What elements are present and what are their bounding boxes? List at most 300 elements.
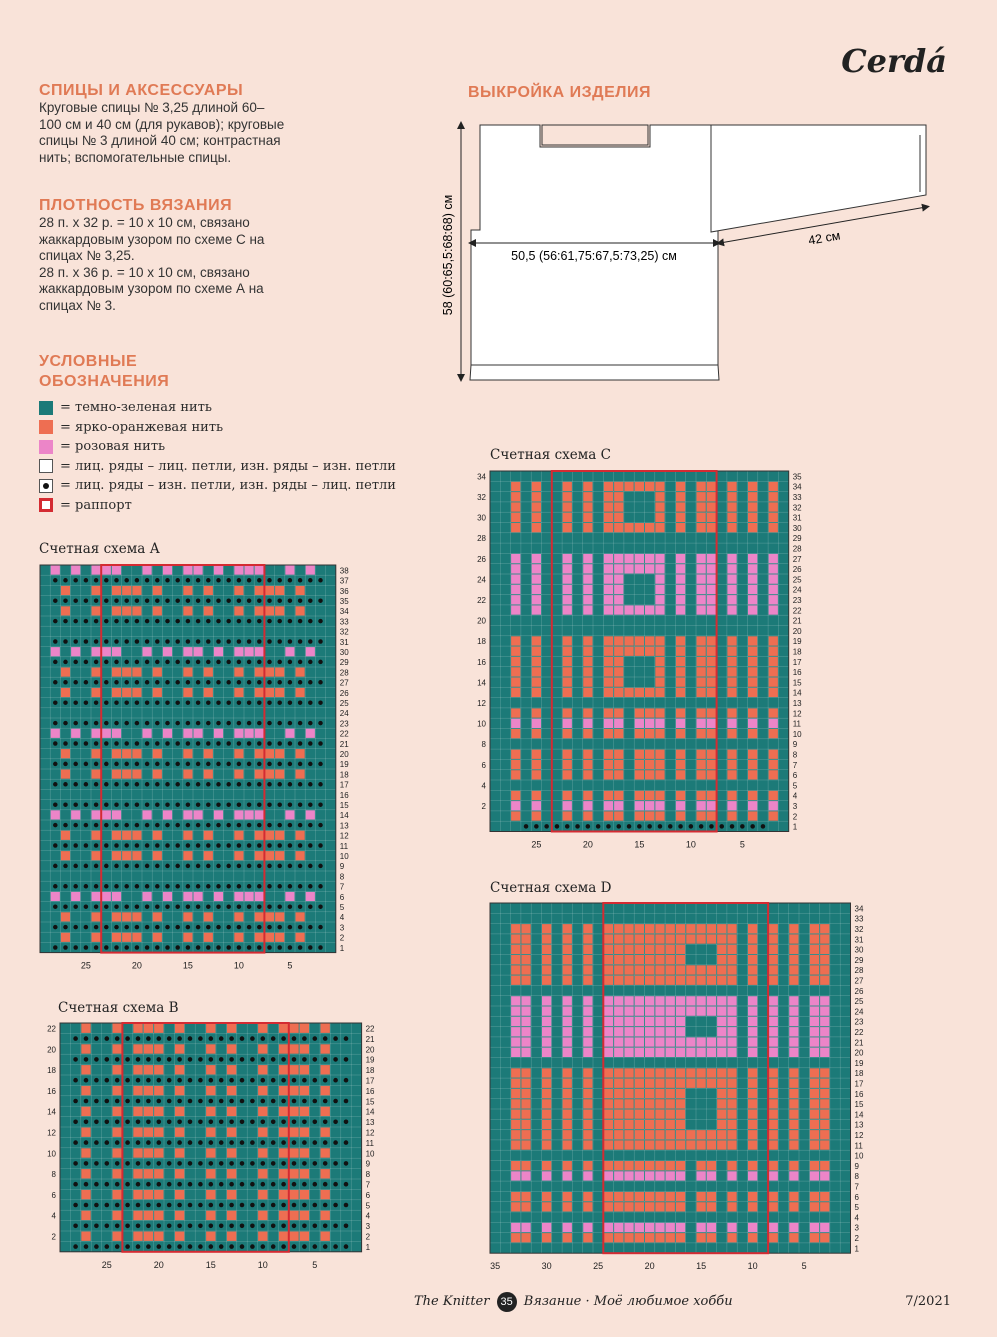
stitch-cell: [614, 647, 623, 656]
row-label-left: 4: [51, 1211, 56, 1221]
stitch-cell: [81, 1148, 90, 1157]
purl-dot: [206, 680, 210, 684]
stitch-cell: [604, 647, 613, 656]
stitch-cell: [707, 1068, 716, 1077]
purl-dot: [302, 1078, 307, 1083]
stitch-cell: [707, 678, 716, 687]
purl-dot: [196, 843, 200, 847]
stitch-cell: [511, 1048, 520, 1057]
row-label-left: 2: [481, 802, 486, 812]
chart-cells: [490, 471, 789, 832]
purl-dot: [261, 1224, 266, 1229]
stitch-cell: [707, 575, 716, 584]
stitch-cell: [583, 688, 592, 697]
stitch-cell: [707, 1079, 716, 1088]
stitch-cell: [285, 892, 294, 901]
stitch-cell: [686, 1007, 695, 1016]
row-label-left: 28: [477, 534, 486, 544]
purl-dot: [177, 1161, 182, 1166]
stitch-cell: [521, 1048, 530, 1057]
stitch-cell: [604, 688, 613, 697]
purl-dot: [318, 945, 322, 949]
stitch-cell: [748, 502, 757, 511]
purl-dot: [216, 782, 220, 786]
purl-dot: [277, 578, 281, 582]
purl-dot: [271, 1099, 276, 1104]
row-label: 9: [339, 862, 345, 872]
purl-dot: [186, 884, 190, 888]
stitch-cell: [511, 667, 520, 676]
stitch-cell: [563, 801, 572, 810]
stitch-cell: [563, 1130, 572, 1139]
stitch-cell: [655, 482, 664, 491]
purl-dot: [84, 782, 88, 786]
purl-dot: [323, 1078, 328, 1083]
stitch-cell: [245, 566, 254, 575]
stitch-cell: [604, 1099, 613, 1108]
stitch-cell: [583, 965, 592, 974]
row-label-left: 14: [477, 678, 486, 688]
stitch-cell: [71, 647, 80, 656]
purl-dot: [229, 1036, 234, 1041]
row-label: 12: [365, 1128, 375, 1138]
purl-dot: [196, 700, 200, 704]
stitch-cell: [204, 668, 213, 677]
stitch-cell: [789, 996, 798, 1005]
stitch-cell: [655, 554, 664, 563]
stitch-cell: [727, 996, 736, 1005]
stitch-cell: [655, 523, 664, 532]
stitch-cell: [542, 1202, 551, 1211]
purl-dot: [302, 1224, 307, 1229]
purl-dot: [226, 598, 230, 602]
purl-dot: [323, 1140, 328, 1145]
purl-dot: [298, 598, 302, 602]
purl-dot: [750, 824, 755, 829]
purl-dot: [237, 741, 241, 745]
row-label: 28: [792, 544, 802, 554]
purl-dot: [288, 700, 292, 704]
purl-dot: [313, 1244, 318, 1249]
purl-dot: [136, 1099, 141, 1104]
stitch-cell: [635, 1007, 644, 1016]
stitch-cell: [707, 811, 716, 820]
stitch-cell: [655, 934, 664, 943]
purl-dot: [186, 700, 190, 704]
stitch-cell: [655, 1099, 664, 1108]
stitch-cell: [511, 523, 520, 532]
stitch-cell: [645, 1223, 654, 1232]
stitch-cell: [666, 1233, 675, 1242]
purl-dot: [198, 1203, 203, 1208]
row-label: 34: [792, 482, 802, 492]
purl-dot: [94, 904, 98, 908]
purl-dot: [124, 721, 128, 725]
stitch-cell: [655, 708, 664, 717]
purl-dot: [136, 1057, 141, 1062]
stitch-cell: [686, 934, 695, 943]
stitch-cell: [614, 708, 623, 717]
stitch-cell: [81, 1169, 90, 1178]
row-label: 5: [339, 902, 345, 912]
purl-dot: [177, 1036, 182, 1041]
stitch-cell: [727, 770, 736, 779]
stitch-cell: [676, 595, 685, 604]
purl-dot: [157, 1120, 162, 1125]
purl-dot: [84, 619, 88, 623]
purl-dot: [216, 864, 220, 868]
stitch-cell: [604, 678, 613, 687]
purl-dot: [94, 619, 98, 623]
purl-dot: [216, 680, 220, 684]
stitch-cell: [624, 554, 633, 563]
purl-dot: [196, 578, 200, 582]
stitch-cell: [144, 1232, 153, 1241]
purl-dot: [136, 1224, 141, 1229]
row-label: 11: [339, 841, 349, 851]
stitch-cell: [258, 1211, 267, 1220]
stitch-cell: [614, 605, 623, 614]
purl-dot: [226, 864, 230, 868]
stitch-cell: [717, 945, 726, 954]
purl-dot: [146, 1099, 151, 1104]
stitch-cell: [234, 912, 243, 921]
stitch-cell: [635, 719, 644, 728]
stitch-cell: [727, 678, 736, 687]
stitch-cell: [92, 647, 101, 656]
purl-dot: [155, 762, 159, 766]
purl-dot: [333, 1182, 338, 1187]
purl-dot: [761, 824, 766, 829]
stitch-cell: [132, 770, 141, 779]
stitch-cell: [265, 912, 274, 921]
purl-dot: [63, 823, 67, 827]
column-label: 35: [490, 1261, 501, 1272]
stitch-cell: [113, 1190, 122, 1199]
stitch-cell: [183, 586, 192, 595]
purl-dot: [165, 721, 169, 725]
stitch-cell: [655, 1161, 664, 1170]
purl-dot: [114, 680, 118, 684]
stitch-cell: [296, 912, 305, 921]
stitch-cell: [645, 1110, 654, 1119]
stitch-cell: [676, 1007, 685, 1016]
stitch-cell: [614, 924, 623, 933]
stitch-cell: [521, 1202, 530, 1211]
stitch-cell: [532, 482, 541, 491]
row-label: 21: [339, 739, 349, 749]
purl-dot: [318, 884, 322, 888]
stitch-cell: [204, 606, 213, 615]
row-label: 8: [854, 1172, 859, 1182]
dot-square-icon: [39, 479, 53, 493]
stitch-cell: [279, 1086, 288, 1095]
purl-dot: [281, 1099, 286, 1104]
stitch-cell: [727, 708, 736, 717]
purl-dot: [84, 1203, 89, 1208]
stitch-cell: [748, 965, 757, 974]
purl-dot: [165, 864, 169, 868]
stitch-cell: [296, 668, 305, 677]
purl-dot: [219, 1120, 224, 1125]
purl-dot: [135, 639, 139, 643]
row-label: 4: [365, 1211, 371, 1221]
stitch-cell: [183, 729, 192, 738]
row-label: 36: [339, 586, 349, 596]
stitch-cell: [289, 1065, 298, 1074]
stitch-cell: [532, 605, 541, 614]
stitch-cell: [81, 1044, 90, 1053]
purl-dot: [229, 1057, 234, 1062]
row-label: 23: [339, 719, 349, 729]
purl-dot: [84, 660, 88, 664]
stitch-cell: [175, 1190, 184, 1199]
stitch-cell: [61, 606, 70, 615]
stitch-cell: [707, 636, 716, 645]
stitch-cell: [686, 996, 695, 1005]
stitch-cell: [635, 1161, 644, 1170]
stitch-cell: [511, 482, 520, 491]
stitch-cell: [51, 647, 60, 656]
stitch-cell: [655, 513, 664, 522]
stitch-cell: [511, 719, 520, 728]
stitch-cell: [697, 770, 706, 779]
stitch-cell: [604, 708, 613, 717]
stitch-cell: [234, 749, 243, 758]
stitch-cell: [676, 513, 685, 522]
stitch-cell: [727, 1110, 736, 1119]
stitch-cell: [666, 965, 675, 974]
stitch-cell: [727, 554, 736, 563]
purl-dot: [53, 925, 57, 929]
stitch-cell: [153, 749, 162, 758]
row-label: 25: [792, 575, 802, 585]
stitch-cell: [655, 1140, 664, 1149]
purl-dot: [73, 680, 77, 684]
stitch-cell: [624, 955, 633, 964]
stitch-cell: [175, 1065, 184, 1074]
stitch-cell: [275, 933, 284, 942]
purl-dot: [277, 721, 281, 725]
purl-dot: [73, 1036, 78, 1041]
stitch-cell: [707, 996, 716, 1005]
purl-dot: [555, 824, 560, 829]
purl-dot: [219, 1036, 224, 1041]
purl-dot: [177, 1078, 182, 1083]
stitch-cell: [279, 1107, 288, 1116]
column-label: 25: [593, 1261, 604, 1272]
stitch-cell: [748, 801, 757, 810]
purl-dot: [196, 864, 200, 868]
stitch-cell: [204, 586, 213, 595]
stitch-cell: [122, 831, 131, 840]
stitch-cell: [604, 934, 613, 943]
purl-dot: [145, 864, 149, 868]
stitch-cell: [820, 1068, 829, 1077]
stitch-cell: [789, 924, 798, 933]
purl-dot: [198, 1120, 203, 1125]
purl-dot: [292, 1182, 297, 1187]
purl-dot: [313, 1078, 318, 1083]
stitch-cell: [624, 1223, 633, 1232]
stitch-cell: [289, 1232, 298, 1241]
purl-dot: [165, 741, 169, 745]
purl-dot: [237, 700, 241, 704]
stitch-cell: [255, 770, 264, 779]
purl-dot: [216, 762, 220, 766]
stitch-cell: [604, 492, 613, 501]
stitch-cell: [655, 1192, 664, 1201]
stitch-cell: [635, 1037, 644, 1046]
purl-dot: [146, 1161, 151, 1166]
purl-dot: [318, 680, 322, 684]
stitch-cell: [604, 482, 613, 491]
purl-dot: [84, 1099, 89, 1104]
purl-dot: [104, 925, 108, 929]
stitch-cell: [194, 566, 203, 575]
row-label: 31: [792, 513, 802, 523]
purl-dot: [229, 1224, 234, 1229]
purl-dot: [240, 1078, 245, 1083]
purl-dot: [257, 802, 261, 806]
stitch-cell: [707, 750, 716, 759]
purl-dot: [292, 1057, 297, 1062]
purl-dot: [198, 1036, 203, 1041]
purl-dot: [277, 619, 281, 623]
stitch-cell: [666, 1068, 675, 1077]
stitch-cell: [521, 1120, 530, 1129]
purl-dot: [124, 802, 128, 806]
stitch-cell: [666, 1202, 675, 1211]
purl-dot: [155, 925, 159, 929]
stitch-cell: [563, 688, 572, 697]
stitch-cell: [183, 749, 192, 758]
stitch-cell: [113, 1128, 122, 1137]
stitch-cell: [511, 1202, 520, 1211]
stitch-cell: [296, 770, 305, 779]
purl-dot: [323, 1120, 328, 1125]
stitch-cell: [717, 1099, 726, 1108]
stitch-cell: [697, 502, 706, 511]
stitch-cell: [645, 760, 654, 769]
purl-dot: [565, 824, 570, 829]
stitch-cell: [820, 1017, 829, 1026]
purl-dot: [165, 782, 169, 786]
stitch-cell: [769, 1017, 778, 1026]
row-label: 15: [365, 1097, 375, 1107]
purl-dot: [318, 925, 322, 929]
purl-dot: [288, 945, 292, 949]
stitch-cell: [542, 1099, 551, 1108]
purl-dot: [145, 802, 149, 806]
row-label: 32: [792, 503, 802, 513]
stitch-cell: [113, 1232, 122, 1241]
stitch-cell: [655, 1079, 664, 1088]
stitch-cell: [707, 1223, 716, 1232]
stitch-cell: [727, 688, 736, 697]
purl-dot: [292, 1203, 297, 1208]
purl-dot: [94, 1161, 99, 1166]
stitch-cell: [194, 647, 203, 656]
stitch-cell: [153, 606, 162, 615]
purl-dot: [94, 1036, 99, 1041]
purl-dot: [216, 945, 220, 949]
stitch-cell: [635, 1130, 644, 1139]
purl-dot: [124, 925, 128, 929]
stitch-cell: [769, 1089, 778, 1098]
stitch-cell: [820, 1099, 829, 1108]
purl-dot: [740, 824, 745, 829]
stitch-cell: [175, 1211, 184, 1220]
stitch-cell: [265, 933, 274, 942]
stitch-cell: [614, 976, 623, 985]
stitch-cell: [624, 924, 633, 933]
stitch-cell: [655, 1171, 664, 1180]
stitch-cell: [624, 1068, 633, 1077]
stitch-cell: [697, 688, 706, 697]
purl-dot: [188, 1203, 193, 1208]
stitch-cell: [748, 1110, 757, 1119]
stitch-cell: [61, 770, 70, 779]
purl-dot: [135, 802, 139, 806]
row-label-left: 18: [477, 637, 486, 647]
stitch-cell: [234, 606, 243, 615]
stitch-cell: [789, 1017, 798, 1026]
purl-dot: [105, 1120, 110, 1125]
row-label: 32: [339, 627, 349, 637]
purl-dot: [135, 843, 139, 847]
purl-dot: [167, 1036, 172, 1041]
purl-dot: [226, 802, 230, 806]
purl-dot: [344, 1140, 349, 1145]
row-label-left: 6: [51, 1190, 56, 1200]
purl-dot: [63, 782, 67, 786]
purl-dot: [271, 1120, 276, 1125]
stitch-cell: [676, 492, 685, 501]
purl-dot: [73, 925, 77, 929]
purl-dot: [323, 1244, 328, 1249]
stitch-cell: [183, 647, 192, 656]
stitch-cell: [245, 892, 254, 901]
stitch-cell: [521, 1099, 530, 1108]
stitch-cell: [583, 1161, 592, 1170]
purl-dot: [250, 1161, 255, 1166]
stitch-cell: [81, 1128, 90, 1137]
stitch-cell: [234, 688, 243, 697]
stitch-cell: [645, 1027, 654, 1036]
purl-dot: [267, 823, 271, 827]
purl-dot: [250, 1140, 255, 1145]
stitch-cell: [296, 586, 305, 595]
purl-dot: [196, 741, 200, 745]
purl-dot: [344, 1036, 349, 1041]
stitch-cell: [697, 1171, 706, 1180]
stitch-cell: [635, 482, 644, 491]
purl-dot: [135, 864, 139, 868]
row-label: 8: [365, 1170, 371, 1180]
purl-dot: [84, 762, 88, 766]
stitch-cell: [532, 636, 541, 645]
stitch-cell: [624, 1110, 633, 1119]
row-label-left: 32: [477, 493, 486, 503]
stitch-cell: [255, 688, 264, 697]
row-label: 34: [854, 904, 864, 914]
stitch-cell: [204, 831, 213, 840]
purl-dot: [277, 660, 281, 664]
stitch-cell: [542, 965, 551, 974]
stitch-cell: [511, 1017, 520, 1026]
purl-dot: [155, 578, 159, 582]
